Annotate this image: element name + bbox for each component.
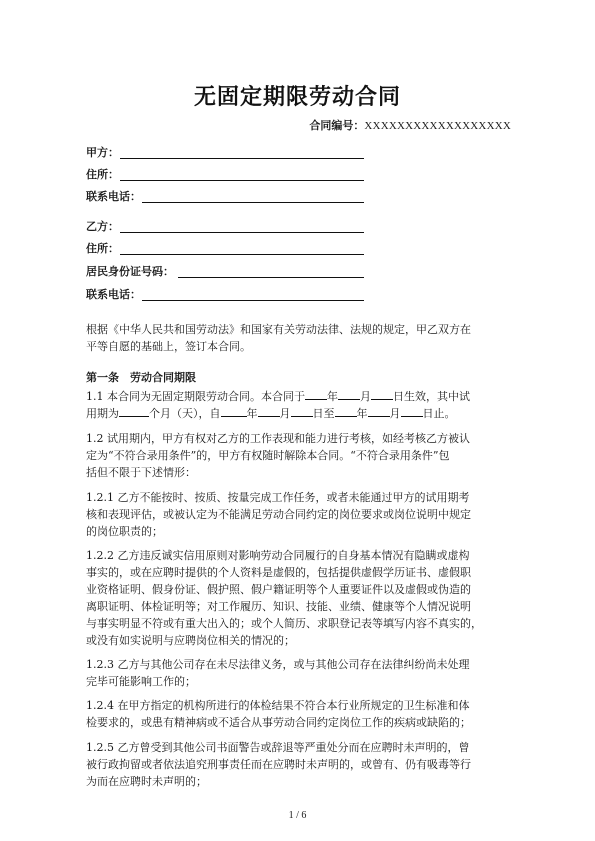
party-b-id-line bbox=[86, 263, 364, 279]
intro-line: 根据《中华人民共和国劳动法》和国家有关劳动法律、法规的规定，甲乙双方在 bbox=[86, 323, 471, 336]
clause-1-2-2 bbox=[86, 547, 511, 649]
contract-number-label: 合同编号： bbox=[309, 119, 365, 132]
clause-1-1-line-2: 用期为 个月（天），自 年 月 日至 年 月 日止。 bbox=[86, 407, 456, 420]
party-b-id-label: 居民身份证号码： bbox=[86, 265, 174, 278]
clause-line: 检要求的，或患有精神病或不适合从事劳动合同约定岗位工作的疾病或缺陷的； bbox=[86, 716, 471, 729]
party-a-name-line bbox=[86, 144, 364, 160]
page-number: 1 / 6 bbox=[288, 810, 307, 821]
article-1-heading: 第一条 劳动合同期限 bbox=[86, 371, 196, 384]
clause-line: 1.2.2 乙方违反诚实信用原则对影响劳动合同履行的自身基本情况有隐瞒或虚构 bbox=[86, 549, 470, 562]
clause-line: 离职证明、体检证明等；对工作履历、知识、技能、业绩、健康等个人情况说明 bbox=[86, 600, 471, 613]
clause-line: 完毕可能影响工作的； bbox=[86, 675, 196, 688]
probation-end-day-blank[interactable] bbox=[401, 405, 423, 417]
party-a-phone-line bbox=[86, 188, 364, 204]
clause-line: 1.2 试用期内，甲方有权对乙方的工作表现和能力进行考核，如经考核乙方被认 bbox=[86, 432, 470, 445]
clause-line: 为而在应聘时未声明的； bbox=[86, 775, 207, 788]
clause-1-2-1 bbox=[86, 489, 511, 540]
party-b-phone-blank[interactable] bbox=[142, 300, 364, 301]
intro-line: 平等自愿的基础上，签订本合同。 bbox=[86, 340, 251, 353]
clause-1-1-line-1: 1.1 本合同为无固定期限劳动合同。本合同于 年 月 日生效，其中试 bbox=[86, 390, 470, 403]
probation-start-day-blank[interactable] bbox=[291, 405, 313, 417]
party-a-name-blank[interactable] bbox=[120, 158, 364, 159]
clause-line: 事实的，或在应聘时提供的个人资料是虚假的，包括提供虚假学历证书、虚假职 bbox=[86, 566, 471, 579]
effective-month-blank[interactable] bbox=[338, 388, 360, 400]
clause-1-1 bbox=[86, 388, 511, 422]
party-b-id-blank[interactable] bbox=[178, 277, 364, 278]
party-b-address-line bbox=[86, 240, 364, 256]
party-b-name-label: 乙方： bbox=[86, 220, 119, 233]
party-b-address-blank[interactable] bbox=[120, 254, 364, 255]
clause-line: 1.2.1 乙方不能按时、按质、按量完成工作任务，或者未能通过甲方的试用期考 bbox=[86, 491, 470, 504]
clause-line: 或没有如实说明与应聘岗位相关的情况的； bbox=[86, 634, 295, 647]
clause-1-2-4 bbox=[86, 697, 511, 731]
probation-start-month-blank[interactable] bbox=[258, 405, 280, 417]
party-b-phone-label: 联系电话： bbox=[86, 288, 141, 301]
party-b-name-line bbox=[86, 218, 364, 234]
clause-line: 1.2.4 在甲方指定的机构所进行的体检结果不符合本行业所规定的卫生标准和体 bbox=[86, 699, 470, 712]
party-a-address-line bbox=[86, 166, 364, 182]
clause-line: 被行政拘留或者依法追究刑事责任而在应聘时未声明的，或曾有、仍有吸毒等行 bbox=[86, 758, 471, 771]
party-b-name-blank[interactable] bbox=[120, 232, 364, 233]
contract-number bbox=[309, 117, 511, 133]
document-title: 无固定期限劳动合同 bbox=[193, 85, 401, 110]
clause-1-2 bbox=[86, 430, 511, 481]
clause-line: 核和表现评估，或被认定为不能满足劳动合同约定的岗位要求或岗位说明中规定 bbox=[86, 508, 471, 521]
probation-months-blank[interactable] bbox=[119, 405, 149, 417]
clause-line: 括但不限于下述情形： bbox=[86, 466, 196, 479]
effective-year-blank[interactable] bbox=[305, 388, 327, 400]
clause-1-2-3 bbox=[86, 656, 511, 690]
party-a-name-label: 甲方： bbox=[86, 146, 119, 159]
probation-start-year-blank[interactable] bbox=[221, 405, 247, 417]
intro-paragraph bbox=[86, 321, 511, 355]
clause-line: 的岗位职责的； bbox=[86, 525, 163, 538]
party-a-address-blank[interactable] bbox=[120, 180, 364, 181]
clause-line: 业资格证明、假身份证、假护照、假户籍证明等个人重要证件以及虚假或伪造的 bbox=[86, 583, 471, 596]
party-a-address-label: 住所： bbox=[86, 168, 119, 181]
clause-1-2-5 bbox=[86, 739, 511, 790]
probation-end-year-blank[interactable] bbox=[335, 405, 357, 417]
clause-line: 定为“不符合录用条件”的，甲方有权随时解除本合同。“不符合录用条件”包 bbox=[86, 449, 450, 462]
party-b-address-label: 住所： bbox=[86, 242, 119, 255]
party-a-phone-label: 联系电话： bbox=[86, 190, 141, 203]
party-a-phone-blank[interactable] bbox=[142, 202, 364, 203]
clause-line: 与事实明显不符或有重大出入的；或个人简历、求职登记表等填写内容不真实的， bbox=[86, 617, 482, 630]
party-b-phone-line bbox=[86, 286, 364, 302]
effective-day-blank[interactable] bbox=[371, 388, 393, 400]
clause-line: 1.2.5 乙方曾受到其他公司书面警告或辞退等严重处分而在应聘时未声明的，曾 bbox=[86, 741, 470, 754]
contract-number-value: XXXXXXXXXXXXXXXXXX bbox=[364, 120, 511, 132]
probation-end-month-blank[interactable] bbox=[368, 405, 390, 417]
clause-line: 1.2.3 乙方与其他公司存在未尽法律义务，或与其他公司存在法律纠纷尚未处理 bbox=[86, 658, 470, 671]
